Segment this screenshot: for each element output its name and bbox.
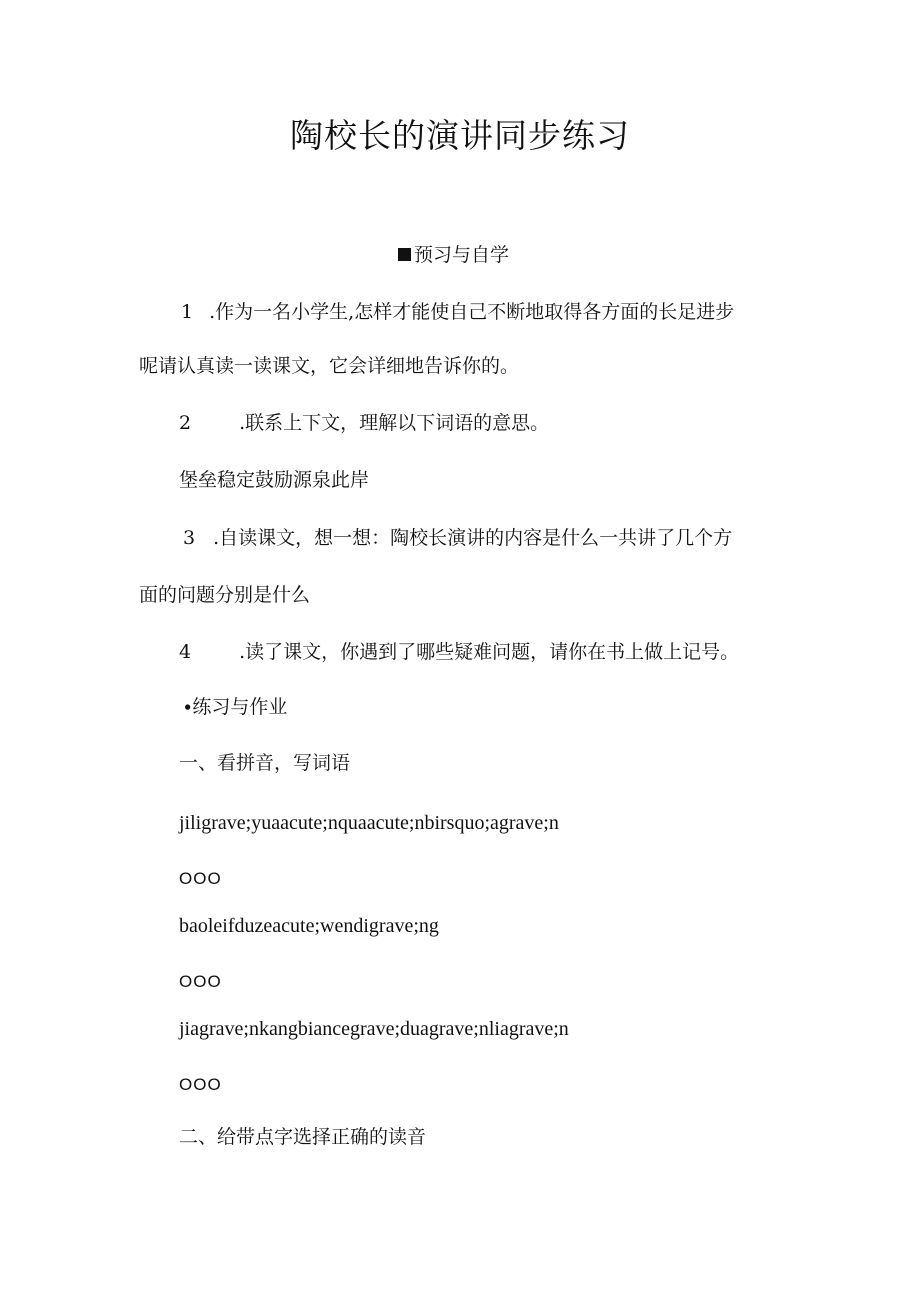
answer-circles: OOO xyxy=(179,869,222,888)
pinyin-line: baoleifduzeacute;wendigrave;ng xyxy=(179,915,439,937)
page-title: 陶校长的演讲同步练习 xyxy=(290,116,630,155)
question-number: 3 xyxy=(183,527,196,549)
question-3-line-2: 面的问题分别是什么 xyxy=(139,584,311,606)
square-bullet-icon xyxy=(398,248,411,261)
section-heading-exercises: ∙练习与作业 xyxy=(183,696,288,718)
question-4 xyxy=(179,637,739,664)
question-1-line-2: 呢请认真读一读课文，它会详细地告诉你的。 xyxy=(139,355,520,377)
question-text: .读了课文，你遇到了哪些疑难问题，请你在书上做上记号。 xyxy=(239,641,740,663)
vocabulary-words: 堡垒稳定鼓励源泉此岸 xyxy=(179,469,370,491)
question-3-line-1 xyxy=(183,523,732,550)
section-heading-preview xyxy=(398,240,509,267)
answer-circles: OOO xyxy=(179,972,222,991)
question-number: 1 xyxy=(181,301,194,323)
question-text: .联系上下文，理解以下词语的意思。 xyxy=(239,412,550,434)
pinyin-line: jiligrave;yuaacute;nquaacute;nbirsquo;agrave;n xyxy=(179,812,559,834)
question-1-line-1 xyxy=(181,297,734,324)
question-number: 2 xyxy=(179,412,192,434)
question-text: .作为一名小学生,怎样才能使自己不断地取得各方面的长足进步 xyxy=(209,301,735,323)
section-heading-text: 预习与自学 xyxy=(414,244,510,266)
question-number: 4 xyxy=(179,641,192,663)
part-1-heading: 一、看拼音，写词语 xyxy=(179,752,351,774)
answer-circles: OOO xyxy=(179,1075,222,1094)
question-text: .自读课文，想一想：陶校长演讲的内容是什么一共讲了几个方 xyxy=(213,527,733,549)
question-2 xyxy=(179,408,549,435)
part-2-heading: 二、给带点字选择正确的读音 xyxy=(179,1126,427,1148)
pinyin-line: jiagrave;nkangbiancegrave;duagrave;nliagrave;n xyxy=(179,1018,569,1040)
